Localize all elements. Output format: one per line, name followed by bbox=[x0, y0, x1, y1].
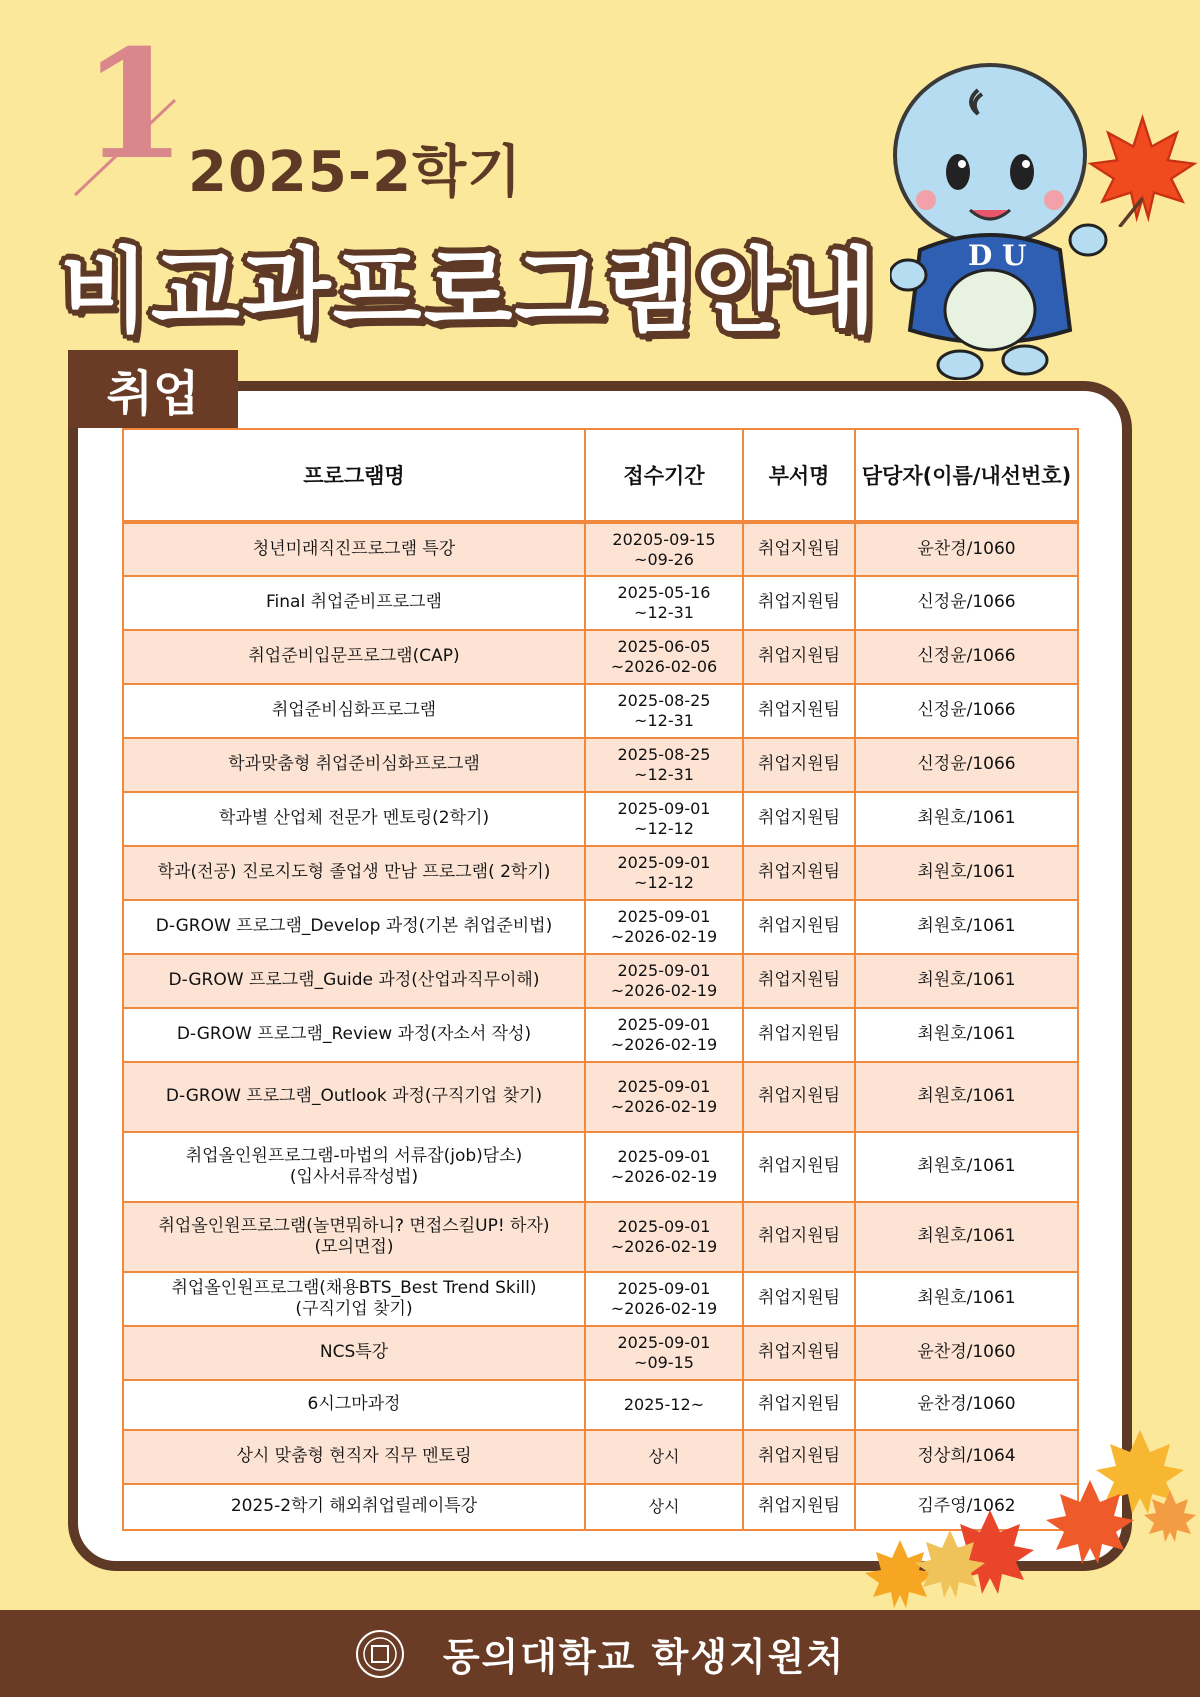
program-name-cell bbox=[123, 1326, 585, 1380]
column-header-program: 프로그램명 bbox=[123, 429, 585, 522]
program-name-cell bbox=[123, 1132, 585, 1202]
contact-cell bbox=[855, 1008, 1078, 1062]
period-cell bbox=[585, 576, 743, 630]
contact-label: 윤찬경/1060 bbox=[917, 1394, 1016, 1415]
contact-cell bbox=[855, 738, 1078, 792]
department-label: 취업지원팀 bbox=[757, 808, 841, 829]
program-name-line: 6시그마과정 bbox=[307, 1394, 401, 1415]
program-name-line: D-GROW 프로그램_Develop 과정(기본 취업준비법) bbox=[155, 916, 553, 937]
table-row bbox=[123, 1272, 1078, 1326]
period-cell bbox=[585, 900, 743, 954]
department-cell bbox=[743, 738, 855, 792]
department-label: 취업지원팀 bbox=[757, 1446, 841, 1467]
contact-label: 최원호/1061 bbox=[917, 1086, 1016, 1107]
period-line: ~12-31 bbox=[634, 603, 694, 622]
period-cell bbox=[585, 684, 743, 738]
program-name-line: 학과별 산업체 전문가 멘토링(2학기) bbox=[218, 808, 490, 829]
page-number: 1 bbox=[82, 17, 187, 193]
department-label: 취업지원팀 bbox=[757, 592, 841, 613]
table-row bbox=[123, 1132, 1078, 1202]
semester-label: 2025-2학기 bbox=[188, 140, 523, 205]
program-name-cell bbox=[123, 954, 585, 1008]
period-line: 2025-09-01 bbox=[617, 1015, 711, 1034]
department-cell bbox=[743, 1430, 855, 1484]
period-line: 상시 bbox=[648, 1447, 680, 1466]
program-name-cell bbox=[123, 684, 585, 738]
table-row bbox=[123, 522, 1078, 576]
contact-cell bbox=[855, 1202, 1078, 1272]
department-cell bbox=[743, 630, 855, 684]
table-row bbox=[123, 576, 1078, 630]
department-cell bbox=[743, 954, 855, 1008]
contact-cell bbox=[855, 846, 1078, 900]
program-name-cell bbox=[123, 1202, 585, 1272]
program-name-line: D-GROW 프로그램_Review 과정(자소서 작성) bbox=[176, 1024, 532, 1045]
contact-label: 최원호/1061 bbox=[917, 808, 1016, 829]
department-cell bbox=[743, 1272, 855, 1326]
period-line: ~12-31 bbox=[634, 711, 694, 730]
contact-cell bbox=[855, 684, 1078, 738]
period-cell bbox=[585, 1062, 743, 1132]
period-line: 2025-09-01 bbox=[617, 799, 711, 818]
program-name-cell bbox=[123, 1008, 585, 1062]
period-cell bbox=[585, 792, 743, 846]
period-line: 2025-05-16 bbox=[617, 583, 711, 602]
program-name-line: Final 취업준비프로그램 bbox=[266, 592, 442, 613]
program-name-cell bbox=[123, 738, 585, 792]
page-title: 비교과프로그램안내 bbox=[60, 238, 878, 345]
period-cell bbox=[585, 522, 743, 576]
svg-text:U: U bbox=[1002, 239, 1027, 272]
period-line: ~2026-02-19 bbox=[610, 927, 718, 946]
department-label: 취업지원팀 bbox=[757, 754, 841, 775]
contact-cell bbox=[855, 522, 1078, 576]
period-line: ~2026-02-19 bbox=[610, 1237, 718, 1256]
department-cell bbox=[743, 1062, 855, 1132]
program-name-line: (모의면접) bbox=[314, 1237, 394, 1257]
table-row bbox=[123, 954, 1078, 1008]
period-cell bbox=[585, 846, 743, 900]
department-label: 취업지원팀 bbox=[757, 538, 841, 559]
period-line: 2025-09-01 bbox=[617, 1077, 711, 1096]
contact-label: 최원호/1061 bbox=[917, 1288, 1016, 1309]
period-cell bbox=[585, 1380, 743, 1430]
table-row bbox=[123, 900, 1078, 954]
program-name-cell bbox=[123, 630, 585, 684]
period-line: ~2026-02-19 bbox=[610, 1097, 718, 1116]
program-name-line: NCS특강 bbox=[319, 1342, 389, 1363]
footer-organization: 동의대학교 학생지원처 bbox=[442, 1635, 846, 1679]
contact-cell bbox=[855, 1272, 1078, 1326]
period-cell bbox=[585, 954, 743, 1008]
program-name-line: D-GROW 프로그램_Outlook 과정(구직기업 찾기) bbox=[165, 1086, 543, 1107]
contact-label: 윤찬경/1060 bbox=[917, 538, 1016, 559]
column-header-period: 접수기간 bbox=[585, 429, 743, 522]
period-cell bbox=[585, 1326, 743, 1380]
program-name-cell bbox=[123, 900, 585, 954]
department-cell bbox=[743, 1132, 855, 1202]
slash-decoration bbox=[70, 95, 180, 205]
department-cell bbox=[743, 522, 855, 576]
period-cell bbox=[585, 1484, 743, 1530]
program-name-line: 청년미래직진프로그램 특강 bbox=[252, 538, 456, 559]
period-line: 2025-09-01 bbox=[617, 1279, 711, 1298]
program-name-line: (입사서류작성법) bbox=[289, 1167, 419, 1187]
period-line: 2025-09-01 bbox=[617, 1217, 711, 1236]
period-line: 20205-09-15 bbox=[612, 529, 716, 549]
department-label: 취업지원팀 bbox=[757, 646, 841, 667]
department-cell bbox=[743, 1484, 855, 1530]
period-line: ~12-12 bbox=[634, 819, 694, 838]
program-name-cell bbox=[123, 1272, 585, 1326]
university-seal-icon bbox=[355, 1629, 405, 1679]
table-row bbox=[123, 738, 1078, 792]
department-label: 취업지원팀 bbox=[757, 1288, 841, 1309]
department-cell bbox=[743, 1380, 855, 1430]
period-cell bbox=[585, 1430, 743, 1484]
department-label: 취업지원팀 bbox=[757, 1024, 841, 1045]
program-table bbox=[122, 428, 1079, 1531]
period-cell bbox=[585, 1132, 743, 1202]
period-cell bbox=[585, 630, 743, 684]
period-line: ~09-26 bbox=[634, 549, 694, 569]
table-row bbox=[123, 1008, 1078, 1062]
maple-leaf-icon bbox=[1085, 112, 1200, 227]
table-body bbox=[123, 522, 1078, 1530]
period-line: 2025-09-01 bbox=[617, 961, 711, 980]
contact-label: 최원호/1061 bbox=[917, 1156, 1016, 1177]
program-name-line: 취업준비입문프로그램(CAP) bbox=[248, 646, 460, 667]
contact-label: 김주영/1062 bbox=[917, 1496, 1016, 1517]
program-name-cell bbox=[123, 1062, 585, 1132]
period-line: 2025-12~ bbox=[623, 1395, 705, 1414]
program-name-line: 취업올인원프로그램(채용BTS_Best Trend Skill) bbox=[171, 1277, 537, 1298]
period-cell bbox=[585, 738, 743, 792]
period-line: ~2026-02-06 bbox=[610, 657, 718, 676]
contact-cell bbox=[855, 576, 1078, 630]
contact-label: 최원호/1061 bbox=[917, 1226, 1016, 1247]
program-name-line: 학과(전공) 진로지도형 졸업생 만남 프로그램( 2학기) bbox=[157, 862, 551, 883]
contact-label: 정상희/1064 bbox=[917, 1446, 1016, 1467]
contact-cell bbox=[855, 1132, 1078, 1202]
table-row bbox=[123, 1326, 1078, 1380]
table-row bbox=[123, 1202, 1078, 1272]
department-cell bbox=[743, 846, 855, 900]
program-name-line: D-GROW 프로그램_Guide 과정(산업과직무이해) bbox=[168, 970, 540, 991]
department-label: 취업지원팀 bbox=[757, 1086, 841, 1107]
program-name-line: 취업준비심화프로그램 bbox=[271, 700, 437, 721]
contact-label: 신정윤/1066 bbox=[917, 700, 1016, 721]
department-cell bbox=[743, 1008, 855, 1062]
period-line: ~2026-02-19 bbox=[610, 1035, 718, 1054]
department-cell bbox=[743, 684, 855, 738]
program-name-cell bbox=[123, 1430, 585, 1484]
contact-label: 신정윤/1066 bbox=[917, 646, 1016, 667]
program-name-cell bbox=[123, 1484, 585, 1530]
contact-label: 최원호/1061 bbox=[917, 916, 1016, 937]
department-label: 취업지원팀 bbox=[757, 916, 841, 937]
department-cell bbox=[743, 900, 855, 954]
table-row bbox=[123, 630, 1078, 684]
table-row bbox=[123, 846, 1078, 900]
contact-cell bbox=[855, 792, 1078, 846]
contact-label: 신정윤/1066 bbox=[917, 754, 1016, 775]
period-line: ~09-15 bbox=[634, 1353, 694, 1372]
period-line: 2025-08-25 bbox=[617, 745, 711, 764]
program-name-cell bbox=[123, 792, 585, 846]
period-line: ~2026-02-19 bbox=[610, 1299, 718, 1318]
department-label: 취업지원팀 bbox=[757, 1156, 841, 1177]
contact-label: 최원호/1061 bbox=[917, 1024, 1016, 1045]
program-name-cell bbox=[123, 576, 585, 630]
department-cell bbox=[743, 1326, 855, 1380]
contact-cell bbox=[855, 1326, 1078, 1380]
department-label: 취업지원팀 bbox=[757, 1342, 841, 1363]
period-line: ~12-31 bbox=[634, 765, 694, 784]
department-cell bbox=[743, 1202, 855, 1272]
program-name-line: 2025-2학기 해외취업릴레이특강 bbox=[230, 1496, 478, 1517]
period-line: 2025-09-01 bbox=[617, 907, 711, 926]
contact-label: 윤찬경/1060 bbox=[917, 1342, 1016, 1363]
department-label: 취업지원팀 bbox=[757, 1226, 841, 1247]
program-name-line: 학과맞춤형 취업준비심화프로그램 bbox=[228, 754, 480, 775]
program-name-line: (구직기업 찾기) bbox=[295, 1299, 413, 1319]
period-line: 2025-09-01 bbox=[617, 1147, 711, 1166]
period-line: 2025-08-25 bbox=[617, 691, 711, 710]
footer bbox=[0, 1610, 1200, 1697]
svg-text:D: D bbox=[968, 239, 993, 272]
column-header-department: 부서명 bbox=[743, 429, 855, 522]
contact-label: 최원호/1061 bbox=[917, 862, 1016, 883]
contact-label: 최원호/1061 bbox=[917, 970, 1016, 991]
table-row bbox=[123, 1062, 1078, 1132]
department-cell bbox=[743, 576, 855, 630]
period-line: 상시 bbox=[648, 1497, 680, 1516]
contact-cell bbox=[855, 954, 1078, 1008]
period-cell bbox=[585, 1272, 743, 1326]
program-name-line: 취업올인원프로그램(놀면뭐하니? 면접스킬UP! 하자) bbox=[158, 1215, 550, 1236]
table-row bbox=[123, 792, 1078, 846]
department-label: 취업지원팀 bbox=[757, 1496, 841, 1517]
department-label: 취업지원팀 bbox=[757, 700, 841, 721]
program-name-cell bbox=[123, 846, 585, 900]
contact-label: 신정윤/1066 bbox=[917, 592, 1016, 613]
program-name-line: 취업올인원프로그램-마법의 서류잡(job)담소) bbox=[185, 1145, 523, 1166]
period-line: ~2026-02-19 bbox=[610, 1167, 718, 1186]
period-line: 2025-06-05 bbox=[617, 637, 711, 656]
department-label: 취업지원팀 bbox=[757, 970, 841, 991]
period-cell bbox=[585, 1008, 743, 1062]
category-tab: 취업 bbox=[68, 350, 238, 428]
period-cell bbox=[585, 1202, 743, 1272]
autumn-leaves bbox=[840, 1420, 1200, 1620]
contact-cell bbox=[855, 1062, 1078, 1132]
period-line: 2025-09-01 bbox=[617, 853, 711, 872]
column-header-contact: 담당자(이름/내선번호) bbox=[855, 429, 1078, 522]
program-name-line: 상시 맞춤형 현직자 직무 멘토링 bbox=[236, 1446, 472, 1467]
program-name-cell bbox=[123, 522, 585, 576]
table-row bbox=[123, 684, 1078, 738]
contact-cell bbox=[855, 900, 1078, 954]
department-label: 취업지원팀 bbox=[757, 862, 841, 883]
table-header-row bbox=[123, 429, 1078, 522]
period-line: ~2026-02-19 bbox=[610, 981, 718, 1000]
period-line: 2025-09-01 bbox=[617, 1333, 711, 1352]
period-line: ~12-12 bbox=[634, 873, 694, 892]
contact-cell bbox=[855, 630, 1078, 684]
department-label: 취업지원팀 bbox=[757, 1394, 841, 1415]
program-name-cell bbox=[123, 1380, 585, 1430]
department-cell bbox=[743, 792, 855, 846]
